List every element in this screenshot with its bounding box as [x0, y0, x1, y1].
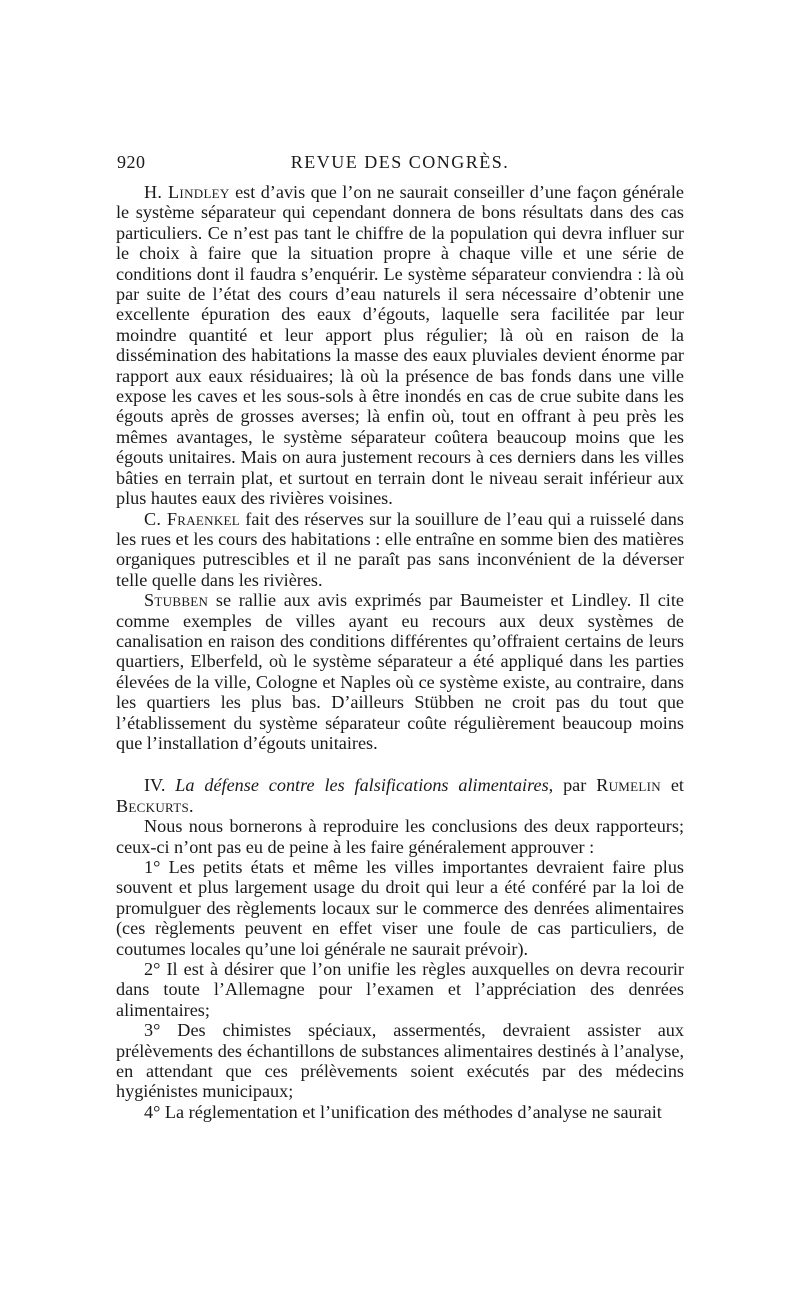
section-end: . — [188, 795, 194, 816]
running-title: REVUE DES CONGRÈS. — [290, 152, 510, 172]
conclusion-3: 3° Des chimistes spéciaux, assermentés, devraient assister aux prélèvements des échantillons de substances alimentaires destinés à l’analyse, en attendant que ces prélèvements soient exécutés par des médecins hygiénistes municipaux; — [116, 1020, 684, 1102]
body-text — [116, 182, 684, 1122]
section-author-2: Beckurts — [116, 795, 189, 816]
paragraph-fraenkel — [116, 509, 684, 591]
page-header — [117, 152, 683, 178]
section-author-1: Rumelin — [596, 775, 661, 796]
section-and: et — [660, 775, 684, 796]
paragraph-intro: Nous nous bornerons à reproduire les conclusions des deux rapporteurs; ceux-ci n’ont pas eu de peine à les faire généralement approuver : — [116, 816, 684, 857]
author-name: H. Lindley — [144, 182, 230, 202]
paragraph-text: est d’avis que l’on ne saurait conseiller d’une façon générale le système séparateur qui cependant donnera de bons résultats dans des cas particuliers. Ce n’est pas tant le chiffre de la population qui devra influer sur le choix à faire que la situation propre à chaque ville et une série de conditions dont il faudra s’enquérir. Le système séparateur conviendra : là où par suite de l’état des cours d’eau naturels il sera nécessaire d’obtenir une excellente épuration des eaux d’égouts, laquelle sera facilitée par leur moindre quantité et leur apport plus régulier; là où en raison de la dissémination des habitations la masse des eaux pluviales devient énorme par rapport aux eaux résiduaires; là où la présence de bas fonds dans une ville expose les caves et les sous-sols à être inondés en cas de crue subite dans les égouts après de grosses averses; là enfin où, tout en offrant à peu près les mêmes avantages, le système séparateur coûtera beaucoup moins que les égouts unitaires. Mais on aura justement recours à ces derniers dans les villes bâties en terrain plat, et surtout en terrain dont le niveau serait inférieur aux plus hautes eaux des rivières voisines. — [116, 182, 684, 509]
page-number: 920 — [117, 152, 146, 172]
author-name: Stubben — [144, 590, 209, 611]
conclusion-2: 2° Il est à désirer que l’on unifie les règles auxquelles on devra recourir dans toute l’Allemagne pour l’examen et l’appréciation des denrées alimentaires; — [116, 959, 684, 1020]
paragraph-stubben — [116, 590, 684, 753]
conclusion-1: 1° Les petits états et même les villes importantes devraient faire plus souvent et plus largement usage du droit qui leur a été conféré par la loi de promulguer des règlements locaux sur le commerce des denrées alimentaires (ces règlements peuvent en effet viser une foule de cas particuliers, de coutumes locales qu’une loi générale ne saurait prévoir). — [116, 857, 684, 959]
paragraph-text: se rallie aux avis exprimés par Baumeister et Lindley. Il cite comme exemples de villes ayant eu recours aux deux systèmes de canalisation en raison des conditions différentes qu’offraient certains de leurs quartiers, Elberfeld, où le système séparateur a été appliqué dans les parties élevées de la ville, Cologne et Naples où ce système existe, au contraire, dans les quartiers les plus bas. D’ailleurs Stübben ne croit pas du tout que l’établissement du système séparateur coûte régulièrement beaucoup moins que l’installation d’égouts unitaires. — [116, 590, 684, 753]
section-title: La défense contre les falsifications alimentaires — [175, 775, 549, 796]
paragraph-text: fait des réserves sur la souillure de l’eau qui a ruisselé dans les rues et les cours des habitations : elle entraîne en somme bien des matières organiques putrescibles et il ne paraît pas sans inconvénient de la déverser telle quelle dans les rivières. — [116, 508, 684, 590]
section-number: IV. — [144, 775, 176, 796]
section-by: , par — [548, 775, 597, 796]
paragraph-lindley — [116, 182, 684, 509]
author-name: C. Fraenkel — [144, 508, 241, 529]
conclusion-4: 4° La réglementation et l’unification des méthodes d’analyse ne saurait — [144, 1101, 662, 1122]
section-heading — [116, 775, 684, 816]
